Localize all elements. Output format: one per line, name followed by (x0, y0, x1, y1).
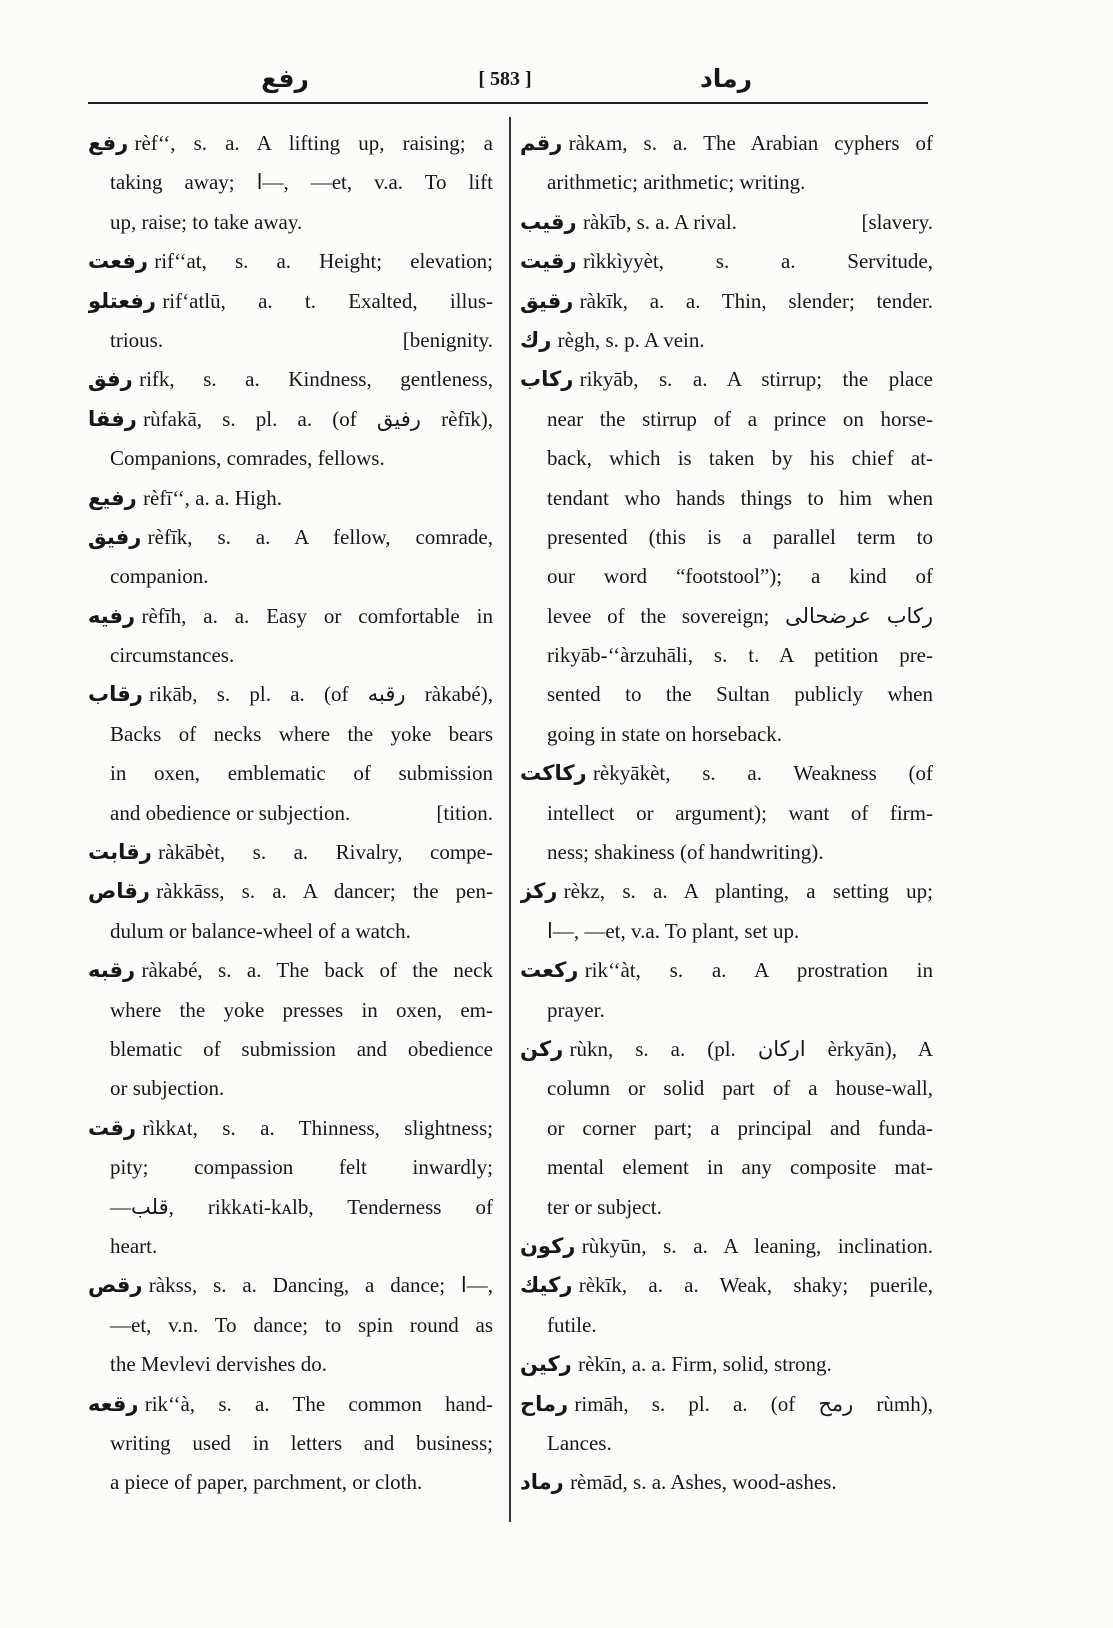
line-text: rèkz, s. a. A planting, a setting up; (563, 879, 933, 904)
entry-line (88, 1463, 493, 1502)
entry-line (520, 991, 933, 1030)
headword: رفق (88, 367, 133, 392)
line-text: circumstances. (110, 643, 235, 668)
entry-line (88, 124, 493, 163)
entry-line (520, 951, 933, 990)
line-text: ا—, —et, v.a. To plant, set up. (547, 918, 800, 943)
line-text: trious. (110, 327, 164, 352)
line-text: rikyāb, s. a. A stirrup; the place (579, 367, 933, 392)
entry-line (88, 1345, 493, 1384)
headword: رماح (520, 1391, 569, 1416)
line-text: ràkᴀm, s. a. The Arabian cyphers of (568, 131, 933, 155)
entry-line (88, 321, 493, 360)
entry-line (520, 321, 933, 360)
entry-line (88, 754, 493, 793)
entry-line (88, 912, 493, 951)
line-text: rimāh, s. pl. a. (of رمح rùmh), (574, 1391, 933, 1416)
entry-line (520, 1227, 933, 1266)
line-text: our word “footstool”); a kind of (547, 564, 933, 589)
line-text: rèfīk, s. a. A fellow, comrade, (147, 524, 493, 549)
line-text: Backs of necks where the yoke bears (110, 721, 493, 746)
entry-line (88, 557, 493, 596)
headword: رقبه (88, 958, 136, 983)
entry-line (88, 1148, 493, 1187)
line-text: going in state on horseback. (547, 721, 783, 746)
entry-line (88, 636, 493, 675)
running-head-left: رفع (261, 64, 309, 93)
entry-line (88, 479, 493, 518)
right-column (520, 124, 933, 1503)
headword: ركون (520, 1233, 576, 1258)
line-text: column or solid part of a house-wall, (547, 1076, 933, 1101)
entry-line (520, 1424, 933, 1463)
line-text: rèkīn, a. a. Firm, solid, strong. (578, 1352, 832, 1377)
line-text: rèfīh, a. a. Easy or comfortable in (141, 603, 493, 628)
line-text: rèfī‘‘, a. a. High. (143, 485, 283, 510)
line-text: rèmād, s. a. Ashes, wood-ashes. (570, 1470, 837, 1495)
line-text: rik‘‘à, s. a. The common hand- (144, 1391, 493, 1416)
line-text: tendant who hands things to him when (547, 485, 933, 510)
line-text: arithmetic; arithmetic; writing. (547, 170, 806, 195)
entry-line (88, 951, 493, 990)
line-text: ràkīb, s. a. A rival. (582, 209, 737, 234)
headword: ركعت (520, 958, 579, 983)
line-text: —قلب, rikkᴀti-kᴀlb, Tenderness of (110, 1194, 493, 1219)
line-text: rik‘‘àt, s. a. A prostration in (584, 958, 933, 983)
entry-line (88, 794, 493, 833)
line-text: rùkyūn, s. a. A leaning, inclination. (581, 1233, 933, 1258)
line-text: rif‘atlū, a. t. Exalted, illus- (162, 288, 493, 313)
entry-line (520, 400, 933, 439)
entry-line (88, 715, 493, 754)
entry-line (88, 439, 493, 478)
line-text: rùkn, s. a. (pl. اركان èrkyān), A (569, 1036, 933, 1061)
line-text: rìkkᴀt, s. a. Thinness, slightness; (142, 1115, 493, 1140)
entry-line (520, 1148, 933, 1187)
headword: رفيق (88, 524, 142, 549)
entry-line (520, 636, 933, 675)
entry-line (88, 518, 493, 557)
line-text: ràkābèt, s. a. Rivalry, compe- (158, 840, 493, 865)
line-text: ràkīk, a. a. Thin, slender; tender. (579, 288, 933, 313)
entry-line (88, 1030, 493, 1069)
entry-line (520, 833, 933, 872)
entry-line (88, 1069, 493, 1108)
line-text: intellect or argument); want of firm- (547, 800, 933, 825)
line-text: Lances. (547, 1430, 612, 1455)
line-text: ràkkāss, s. a. A dancer; the pen- (156, 879, 493, 904)
headword: رقيت (520, 249, 577, 274)
entry-line (88, 163, 493, 202)
line-text: heart. (110, 1233, 158, 1258)
headword: رقعه (88, 1391, 139, 1416)
entry-line (520, 1030, 933, 1069)
headword: رك (520, 327, 552, 352)
line-text: rifk, s. a. Kindness, gentleness, (139, 367, 493, 392)
line-text: rikāb, s. pl. a. (of رقبه ràkabé), (149, 682, 493, 707)
column-divider (509, 117, 511, 1522)
headword: رماد (520, 1470, 564, 1495)
entry-line (520, 1345, 933, 1384)
line-text: mental element in any composite mat- (547, 1155, 933, 1180)
entry-line (520, 1109, 933, 1148)
line-text: levee of the sovereign; ركاب عرضحالى (547, 603, 933, 628)
left-column (88, 124, 493, 1503)
headword: رقاب (88, 682, 143, 707)
line-text: prayer. (547, 997, 605, 1022)
line-text: or subjection. (110, 1076, 225, 1101)
line-text: rèkyākèt, s. a. Weakness (of (592, 761, 933, 786)
line-text: or corner part; a principal and funda- (547, 1115, 933, 1140)
entry-line (88, 675, 493, 714)
entry-line (520, 872, 933, 911)
headword: رفيع (88, 485, 137, 510)
line-text: ter or subject. (547, 1194, 662, 1219)
headword: رقت (88, 1115, 137, 1140)
line-text: up, raise; to take away. (110, 209, 303, 234)
headword: رفعتلو (88, 288, 157, 313)
headword: رقيق (520, 288, 574, 313)
entry-line (520, 518, 933, 557)
line-text: and obedience or subjection. (110, 800, 351, 825)
entry-line (88, 1306, 493, 1345)
headword: رقص (88, 1273, 143, 1298)
entry-line (520, 1463, 933, 1502)
entry-line (88, 360, 493, 399)
headword: رفيه (88, 603, 136, 628)
line-text: blematic of submission and obedience (110, 1036, 493, 1061)
headword: رفعت (88, 249, 148, 274)
entry-line (88, 833, 493, 872)
entry-line (520, 1188, 933, 1227)
entry-line (520, 1385, 933, 1424)
headword: رفع (88, 131, 129, 155)
line-text: Companions, comrades, fellows. (110, 446, 385, 471)
headword: ركاب (520, 367, 574, 392)
carry-over-text: [tition. (436, 800, 493, 825)
entry-line (520, 557, 933, 596)
line-text: rùfakā, s. pl. a. (of رفيق rèfīk), (143, 406, 493, 431)
headword: رقاص (88, 879, 150, 904)
entry-line (520, 203, 933, 242)
entry-line (520, 282, 933, 321)
headword: ركز (520, 879, 558, 904)
line-text: sented to the Sultan publicly when (547, 682, 933, 707)
carry-over-text: [slavery. (861, 209, 933, 234)
headword: رقابت (88, 840, 152, 865)
line-text: règh, s. p. A vein. (557, 327, 705, 352)
entry-line (520, 360, 933, 399)
headword: ركيك (520, 1273, 573, 1298)
line-text: ràkss, s. a. Dancing, a dance; ا—, (148, 1273, 493, 1298)
line-text: futile. (547, 1312, 597, 1337)
entry-line (520, 675, 933, 714)
entry-line (88, 1424, 493, 1463)
line-text: rèf‘‘, s. a. A lifting up, raising; a (134, 131, 493, 155)
headword: رفقا (88, 406, 137, 431)
entry-line (88, 1385, 493, 1424)
entry-line (88, 597, 493, 636)
entry-line (88, 1266, 493, 1305)
entry-line (88, 282, 493, 321)
entry-line (520, 124, 933, 163)
entry-line (520, 912, 933, 951)
entry-line (520, 754, 933, 793)
entry-line (520, 479, 933, 518)
line-text: where the yoke presses in oxen, em- (110, 997, 493, 1022)
entry-line (88, 872, 493, 911)
header-rule (88, 102, 928, 104)
entry-line (520, 1306, 933, 1345)
entry-line (520, 1069, 933, 1108)
line-text: ràkabé, s. a. The back of the neck (141, 958, 493, 983)
entry-line (88, 991, 493, 1030)
page-number: [ 583 ] (478, 68, 532, 90)
entry-line (520, 597, 933, 636)
entry-line (520, 163, 933, 202)
line-text: rikyāb-‘‘àrzuhāli, s. t. A petition pre- (547, 643, 933, 668)
entry-line (520, 794, 933, 833)
line-text: pity; compassion felt inwardly; (110, 1155, 493, 1180)
headword: ركاكت (520, 761, 587, 786)
entry-line (88, 400, 493, 439)
entry-line (88, 242, 493, 281)
line-text: presented (this is a parallel term to (547, 524, 933, 549)
headword: ركن (520, 1036, 564, 1061)
line-text: rif‘‘at, s. a. Height; elevation; (154, 249, 493, 274)
entry-line (520, 715, 933, 754)
entry-line (520, 439, 933, 478)
carry-over-text: [benignity. (402, 327, 493, 352)
line-text: companion. (110, 564, 209, 589)
entry-line (88, 1188, 493, 1227)
entry-line (520, 242, 933, 281)
line-text: rèkīk, a. a. Weak, shaky; puerile, (578, 1273, 933, 1298)
line-text: ness; shakiness (of handwriting). (547, 840, 824, 865)
line-text: —et, v.n. To dance; to spin round as (110, 1312, 493, 1337)
entry-line (88, 1109, 493, 1148)
headword: رقم (520, 131, 563, 155)
line-text: the Mevlevi dervishes do. (110, 1352, 327, 1377)
running-head-right: رماد (699, 64, 753, 93)
headword: ركين (520, 1352, 572, 1377)
line-text: back, which is taken by his chief at- (547, 446, 933, 471)
headword: رقيب (520, 209, 577, 234)
line-text: a piece of paper, parchment, or cloth. (110, 1470, 423, 1495)
line-text: rìkkìyyèt, s. a. Servitude, (582, 249, 933, 274)
line-text: taking away; ا—, —et, v.a. To lift (110, 170, 493, 195)
line-text: in oxen, emblematic of submission (110, 761, 493, 786)
entry-line (520, 1266, 933, 1305)
line-text: writing used in letters and business; (110, 1430, 493, 1455)
entry-line (88, 1227, 493, 1266)
line-text: dulum or balance-wheel of a watch. (110, 918, 411, 943)
line-text: near the stirrup of a prince on horse- (547, 406, 933, 431)
entry-line (88, 203, 493, 242)
